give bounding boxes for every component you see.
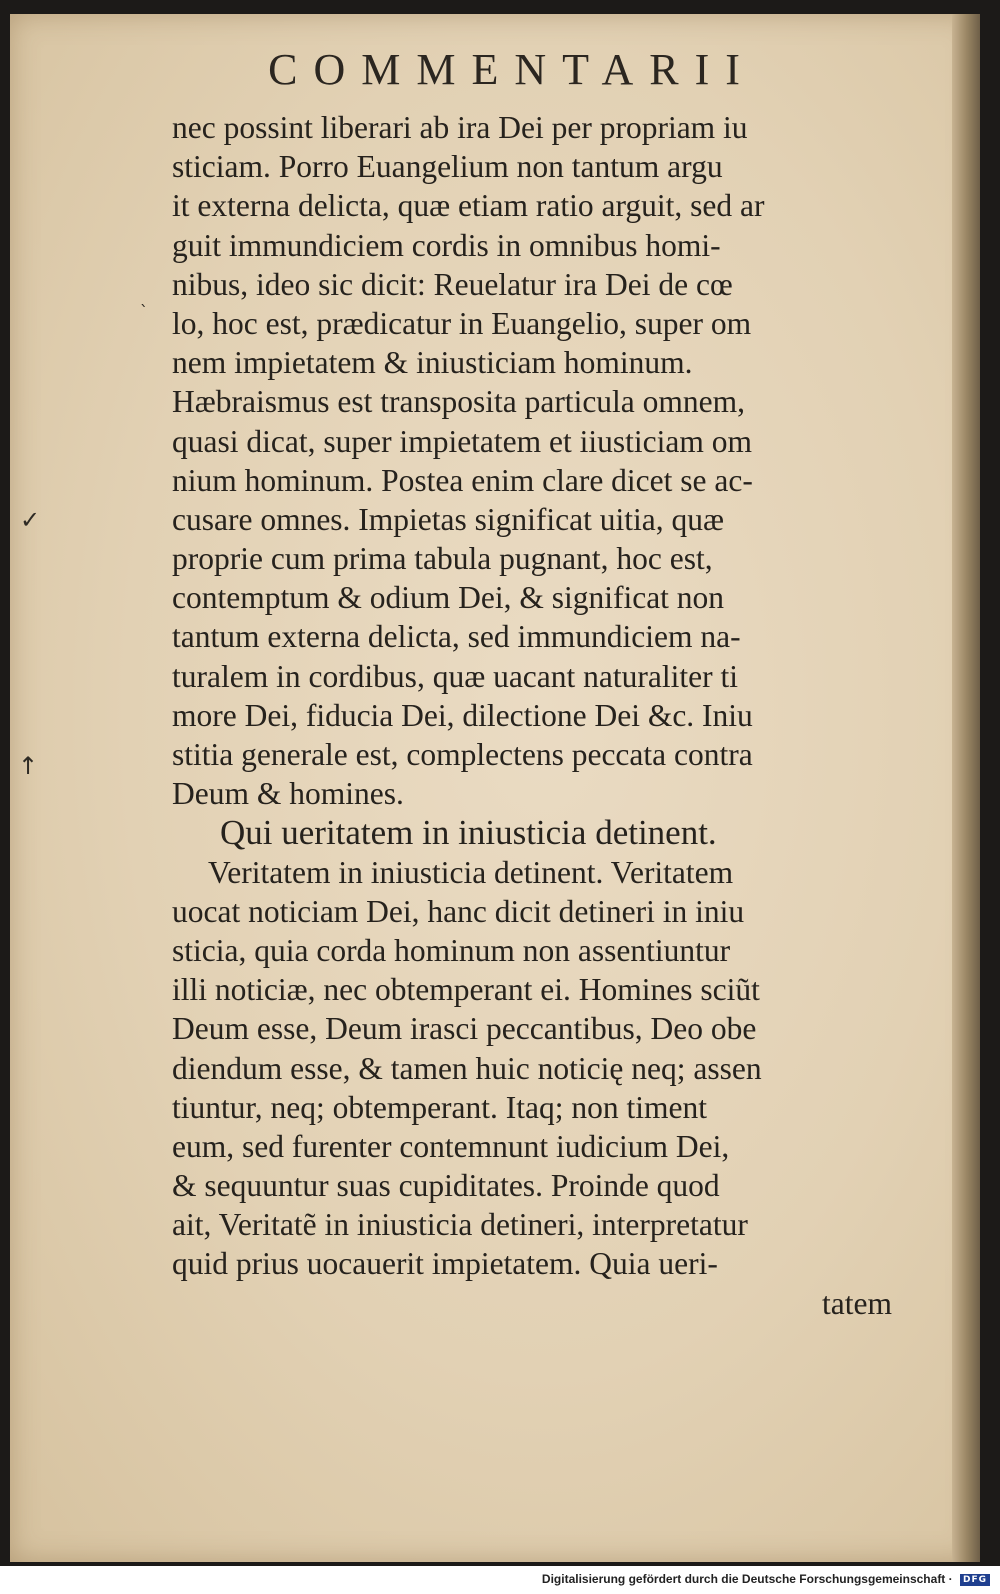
text-line: stitia generale est, complectens peccata contra <box>172 737 753 772</box>
text-line: nium hominum. Postea enim clare dicet se ac- <box>172 462 753 498</box>
text-line: diendum esse, & tamen huic noticię neq; assen <box>172 1050 762 1086</box>
text-line: nem impietatem & iniusticiam hominum. <box>172 345 693 381</box>
text-line: sticia, quia corda hominum non assentiuntur <box>172 932 731 968</box>
text-line: Veritatem in iniusticia detinent. Veritatem <box>208 854 734 890</box>
text-line: eum, sed furenter contemnunt iudicium Dei, <box>172 1128 730 1164</box>
text-line: tantum externa delicta, sed immundiciem na- <box>172 619 741 655</box>
margin-mark-icon: ✓ <box>20 506 41 534</box>
text-line: uocat noticiam Dei, hanc dicit detineri in iniu <box>172 893 745 929</box>
text-line: tiuntur, neq; obtemperant. Itaq; non timent <box>172 1089 707 1125</box>
text-line: quid prius uocauerit impietatem. Quia ueri- <box>172 1246 718 1282</box>
text-line: sticiam. Porro Euangelium non tantum argu <box>172 149 723 185</box>
text-line: contemptum & odium Dei, & significat non <box>172 580 725 616</box>
margin-mark-icon: ↑ <box>18 752 39 780</box>
dfg-logo-icon: DFG <box>960 1574 990 1586</box>
text-line: cusare omnes. Impietas significat uitia, quæ <box>172 501 724 537</box>
running-header: COMMENTARII <box>268 45 756 94</box>
text-line: Deum esse, Deum irasci peccantibus, Deo obe <box>172 1011 757 1047</box>
catchword: tatem <box>822 1285 892 1321</box>
text-line: illi noticiæ, nec obtemperant ei. Homines sciũt <box>172 972 760 1008</box>
section-heading: Qui ueritatem in iniusticia detinent. <box>220 813 717 853</box>
text-line: it externa delicta, quæ etiam ratio arguit, sed ar <box>172 188 765 224</box>
digitization-credit <box>0 1572 990 1586</box>
text-line: ait, Veritatẽ in iniusticia detineri, interpretatur <box>172 1207 748 1243</box>
margin-mark-icon: ` <box>140 302 148 321</box>
text-line: & sequuntur suas cupiditates. Proinde quod <box>172 1168 720 1204</box>
text-line: turalem in cordibus, quæ uacant naturaliter ti <box>172 658 738 694</box>
text-line: quasi dicat, super impietatem et iiusticiam om <box>172 423 752 459</box>
text-line: proprie cum prima tabula pugnant, hoc est, <box>172 541 713 577</box>
credit-text: Digitalisierung gefördert durch die Deutsche Forschungsgemeinschaft · <box>541 1572 953 1586</box>
text-line: Hæbraismus est transposita particula omnem, <box>172 384 746 420</box>
text-line: more Dei, fiducia Dei, dilectione Dei &c. Iniu <box>172 697 753 733</box>
paragraph-2 <box>172 853 892 1284</box>
paragraph-1 <box>172 108 892 813</box>
text-line: nec possint liberari ab ira Dei per propriam iu <box>172 110 748 145</box>
text-line: lo, hoc est, prædicatur in Euangelio, super om <box>172 305 752 341</box>
text-line: guit immundiciem cordis in omnibus homi- <box>172 227 721 263</box>
text-line: nibus, ideo sic dicit: Reuelatur ira Dei de cœ <box>172 266 733 302</box>
main-text <box>172 108 892 1323</box>
page-edge <box>952 14 980 1562</box>
text-line: Deum & homines. <box>172 776 404 812</box>
